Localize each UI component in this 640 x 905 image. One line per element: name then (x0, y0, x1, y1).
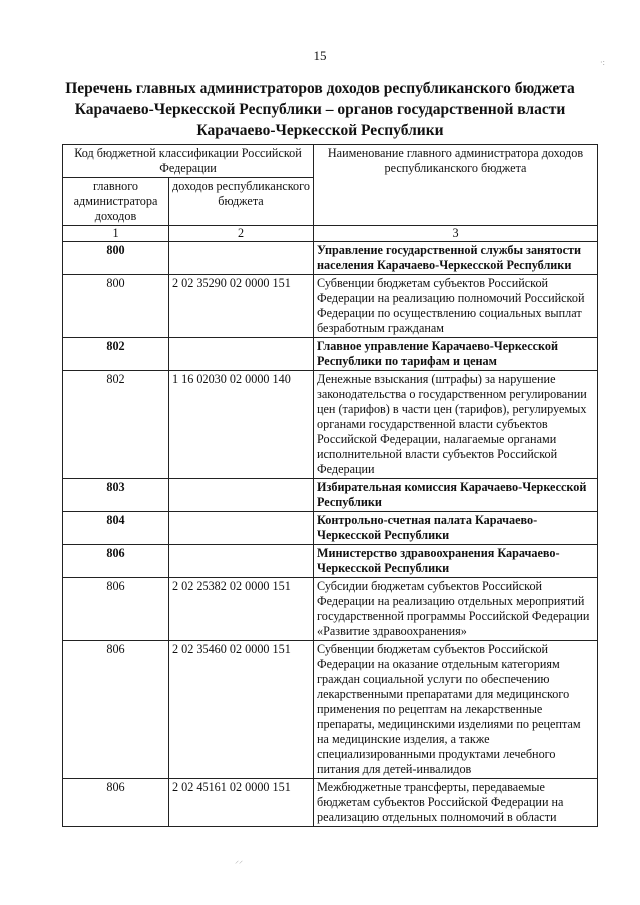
admin-name: Главное управление Карачаево-Черкесской Республики по тарифам и ценам (314, 338, 598, 371)
admin-code: 806 (63, 545, 169, 578)
admin-code: 804 (63, 512, 169, 545)
admin-code: 800 (63, 275, 169, 338)
scan-mark-decoration: ·: (600, 58, 605, 67)
table-row (63, 338, 598, 371)
income-code: 2 02 45161 02 0000 151 (169, 779, 314, 827)
admin-code: 802 (63, 338, 169, 371)
document-title (60, 78, 580, 141)
income-code: 1 16 02030 02 0000 140 (169, 371, 314, 479)
administrators-table (62, 144, 598, 827)
table-row (63, 578, 598, 641)
column-number-3: 3 (314, 226, 598, 242)
table-row (63, 479, 598, 512)
title-line-2: Карачаево-Черкесской Республики – органов государственной власти (74, 101, 566, 118)
admin-code: 806 (63, 779, 169, 827)
column-number-2: 2 (169, 226, 314, 242)
income-code (169, 338, 314, 371)
table-row (63, 371, 598, 479)
admin-code: 806 (63, 578, 169, 641)
table-row (63, 275, 598, 338)
admin-code: 806 (63, 641, 169, 779)
header-admin-name: Наименование главного администратора доходов республиканского бюджета (314, 145, 598, 226)
income-name: Денежные взыскания (штрафы) за нарушение законодательства о государственном регулировании цен (тарифов) в части цен (тарифов), регулируемых органами государственной власти субъектов Российской Федерации, налагаемые органами исполнительной власти субъектов Российской Федерации (314, 371, 598, 479)
column-number-1: 1 (63, 226, 169, 242)
header-row-group (63, 145, 598, 178)
table-row (63, 512, 598, 545)
income-code: 2 02 35290 02 0000 151 (169, 275, 314, 338)
title-line-1: Перечень главных администраторов доходов республиканского бюджета (65, 80, 575, 97)
admin-name: Управление государственной службы занятости населения Карачаево-Черкесской Республики (314, 242, 598, 275)
admin-code: 803 (63, 479, 169, 512)
income-name: Субсидии бюджетам субъектов Российской Федерации на реализацию отдельных мероприятий государственной программы Российской Федерации «Развитие здравоохранения» (314, 578, 598, 641)
income-name: Субвенции бюджетам субъектов Российской Федерации на оказание отдельным категориям граждан социальной услуги по обеспечению лекарственными препаратами для медицинского применения по рецептам на лекарственные препараты, медицинскими изделиями по рецептам на медицинские изделия, а также специализированными продуктами лечебного питания для детей-инвалидов (314, 641, 598, 779)
income-code (169, 242, 314, 275)
admin-code: 800 (63, 242, 169, 275)
admin-name: Избирательная комиссия Карачаево-Черкесской Республики (314, 479, 598, 512)
page-number: 15 (313, 48, 327, 63)
income-code: 2 02 25382 02 0000 151 (169, 578, 314, 641)
admin-code: 802 (63, 371, 169, 479)
income-code (169, 479, 314, 512)
table-row (63, 242, 598, 275)
header-budget-classification: Код бюджетной классификации Российской Федерации (63, 145, 314, 178)
header-budget-income: доходов республиканского бюджета (169, 178, 314, 226)
table-row (63, 641, 598, 779)
income-name: Межбюджетные трансферты, передаваемые бюджетам субъектов Российской Федерации на реализацию отдельных полномочий в области (314, 779, 598, 827)
admin-name: Министерство здравоохранения Карачаево-Черкесской Республики (314, 545, 598, 578)
income-name: Субвенции бюджетам субъектов Российской Федерации на реализацию полномочий Российской Федерации по осуществлению социальных выплат безработным гражданам (314, 275, 598, 338)
scan-speck-decoration: ⸝⸝ (235, 856, 243, 865)
income-code: 2 02 35460 02 0000 151 (169, 641, 314, 779)
header-main-admin: главного администратора доходов (63, 178, 169, 226)
table-row (63, 545, 598, 578)
income-code (169, 512, 314, 545)
title-line-3: Карачаево-Черкесской Республики (196, 122, 444, 139)
admin-name: Контрольно-счетная палата Карачаево-Черкесской Республики (314, 512, 598, 545)
table-row (63, 779, 598, 827)
header-row-numbers (63, 226, 598, 242)
income-code (169, 545, 314, 578)
